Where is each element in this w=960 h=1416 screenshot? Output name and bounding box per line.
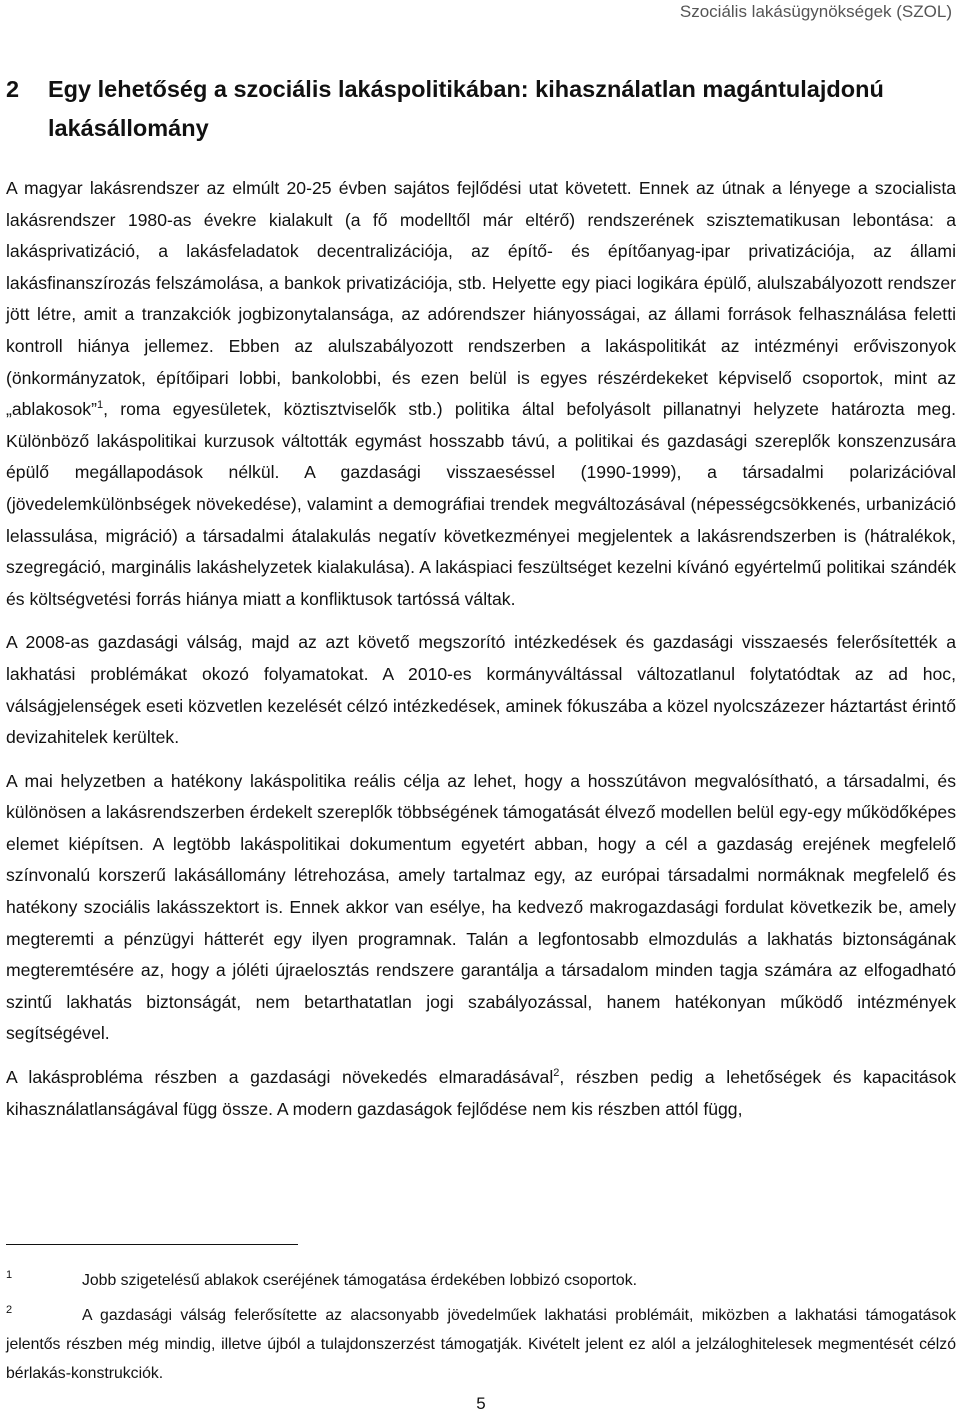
footnote-mark: 2 <box>6 1304 13 1316</box>
section-number: 2 <box>6 76 20 102</box>
footnote-text: A gazdasági válság felerősítette az alacsonyabb jövedelműek lakhatási problémáit, miközben a lakhatási támogatások jelentős részben még mindig, illetve újból a tulajdonszerzést támogatják. Kivételt jelent ez alól a jelzáloghitelesek megmentését célzó bérlakás-konstrukciók. <box>6 1307 956 1382</box>
page-number: 5 <box>476 1394 486 1413</box>
paragraph-text: , részben pedig a lehetőségek és kapacitások kihasználatlanságával függ össze. A modern gazdaságok fejlődése nem kis részben attól függ, <box>6 1067 956 1119</box>
footnote-ref-2[interactable]: 2 <box>553 1067 560 1080</box>
section-heading <box>6 70 956 148</box>
paragraph: A 2008-as gazdasági válság, majd az azt követő megszorító intézkedések és gazdasági visszaesés felerősítették a lakhatási problémákat okozó folyamatokat. A 2010-es kormányváltással változatlanul folytatódtak az ad hoc, válságjelenségek eseti közvetlen kezelését célzó intézkedések, aminek fókuszába a közel nyolcszázezer háztartást érintő devizahitelek kerültek. <box>6 632 956 748</box>
paragraph-text: , roma egyesületek, köztisztviselők stb.) politika által befolyásolt pillanatnyi helyzete határozta meg. Különböző lakáspolitikai kurzusok váltották egymást hosszabb távú, a politikai és gazdasági szereplők konszenzusára épülő megállapodások nélkül. A gazdasági visszaeséssel (1990-1999), a társadalmi polarizációval (jövedelemkülönbségek növekedése), valamint a demográfiai trendek megváltozásával (népességcsökkenés, urbanizáció lelassulása, migráció) a társadalmi átalakulás negatív következményei megjelentek a lakásrendszerben is (hátralékok, szegregáció, marginális lakáshelyzetek kialakulása). A lakáspiaci feszültséget kezelni kívánó egyértelmű politikai szándék és költségvetési forrás hiánya miatt a konfliktusok tartóssá váltak. <box>6 399 956 609</box>
footnote-separator <box>6 1244 298 1245</box>
footnote-mark: 1 <box>6 1269 13 1281</box>
body-text <box>6 173 956 1137</box>
paragraph <box>6 1062 956 1125</box>
footnote-1 <box>6 1266 956 1295</box>
section-title: Egy lehetőség a szociális lakáspolitikában: kihasználatlan magántulajdonú lakásállomány <box>48 76 884 141</box>
paragraph-text: A magyar lakásrendszer az elmúlt 20-25 évben sajátos fejlődési utat követett. Ennek az útnak a lényege a szocialista lakásrendszer 1980-as évekre kialakult (a fő modelltől már eltérő) rendszerének szisztematikusan lebontása: a lakásprivatizáció, a lakásfeladatok decentralizációja, az építő- és építőanyag-ipar privatizációja, az állami lakásfinanszírozás felszámolása, a bankok privatizációja, stb. Helyette egy piaci logikára épülő, alulszabályozott rendszer jött létre, amit a tranzakciók jogbizonytalansága, az adórendszer hiányosságai, az állami források felhasználása feletti kontroll hiánya jellemez. Ebben az alulszabályozott rendszerben a lakáspolitikát az intézményi erőviszonyok (önkormányzatok, építőipari lobbi, bankolobbi, és ezen belül is egyes részérdekeket képviselő csoportok, mint az „ablakosok” <box>6 178 956 420</box>
running-header: Szociális lakásügynökségek (SZOL) <box>679 2 952 21</box>
footnotes <box>6 1266 956 1394</box>
paragraph <box>6 173 956 615</box>
paragraph-text: A lakásprobléma részben a gazdasági növekedés elmaradásával <box>6 1067 554 1088</box>
footnote-2 <box>6 1301 956 1388</box>
paragraph: A mai helyzetben a hatékony lakáspolitika reális célja az lehet, hogy a hosszútávon megvalósítható, a társadalmi, és különösen a lakásrendszerben érdekelt szereplők többségének támogatását élvező modellen belül egy-egy működőképes elemet kiépítsen. A legtöbb lakáspolitikai dokumentum egyetért abban, hogy a cél a gazdaság erejének megfelelő színvonalú korszerű lakásállomány létrehozása, amely tartalmaz egy, az európai társadalmi normáknak megfelelő és hatékony szociális lakásszektort is. Ennek akkor van esélye, ha kedvező makrogazdasági fordulat következik be, amely megteremti a pénzügyi hátterét egy ilyen programnak. Talán a legfontosabb elmozdulás a lakhatás biztonságának megteremtésére az, hogy a jóléti újraelosztás rendszere garantálja a társadalom minden tagja számára az elfogadható szintű lakhatás biztonságát, nem betarthatatlan jogi szabályozással, hanem hatékonyan működő intézmények segítségével. <box>6 770 956 1044</box>
footnote-ref-1[interactable]: 1 <box>96 399 104 412</box>
footnote-text: Jobb szigetelésű ablakok cseréjének támogatása érdekében lobbizó csoportok. <box>82 1272 637 1289</box>
